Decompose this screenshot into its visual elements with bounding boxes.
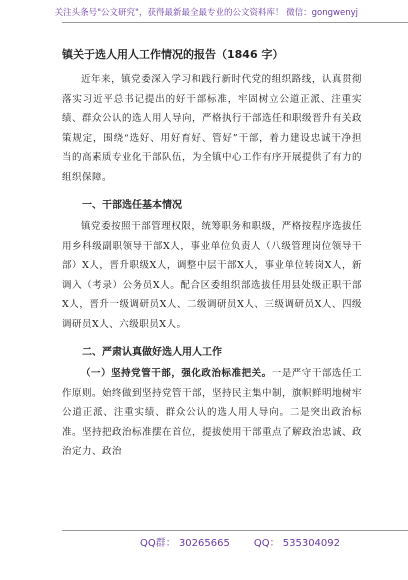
section-2-paragraph	[62, 364, 362, 462]
header-divider	[62, 22, 408, 23]
footer	[140, 534, 340, 549]
intro-paragraph: 近年来，镇党委深入学习和践行新时代党的组织路线，认真贯彻落实习近平总书记提出的好干部标准，牢固树立公道正派、注重实绩、群众公认的选人用人导向，严格执行干部选任和职级晋升有关政策规定，围绕“选好、用好育好、管好”干部，着力建设忠诚干净担当的高素质专业化干部队伍，为全镇中心工作有序开展提供了有力的组织保障。	[62, 74, 363, 183]
footer-qq: QQ： 535304092	[253, 538, 341, 549]
footer-divider	[62, 530, 408, 531]
subsection-lead: （一）坚持党管干部，强化政治标准把关。	[81, 368, 272, 379]
section-heading-2: 二、严肃认真做好选人用人工作	[82, 347, 222, 358]
section-1-paragraph: 镇党委按照干部管理权限，统筹职务和职级，严格按程序选拔任用乡科级副职领导干部X人，事业单位负责人（八级管理岗位领导干部）X人，晋升职级X人，调整中层干部X人，事业单位转岗X人，新调入（考录）公务员X人。配合区委组织部选拔任用县处级正职干部X人，晋升一级调研员X人、二级调研员X人、三级调研员X人、四级调研员X人、六级职员X人。	[62, 221, 362, 330]
document-title: 镇关于选人用人工作情况的报告（1846 字）	[62, 48, 284, 61]
header-banner: 关注头条号"公文研究"，获得最新最全最专业的公文资料库！ 微信：gongwenyj	[54, 8, 358, 18]
section-heading-1: 一、干部选任基本情况	[82, 200, 182, 211]
document-body	[62, 46, 362, 462]
subsection-body: 一是严守干部选任工作原则。始终做到坚持党管干部，坚持民主集中制，旗帜鲜明地树牢公道正派、注重实绩、群众公认的选人用人导向。二是突出政治标准。坚持把政治标准摆在首位，提拔使用干部重点了解政治忠诚、政治定力、政治	[62, 368, 363, 457]
footer-qq-group: QQ群： 30265665	[140, 538, 230, 549]
